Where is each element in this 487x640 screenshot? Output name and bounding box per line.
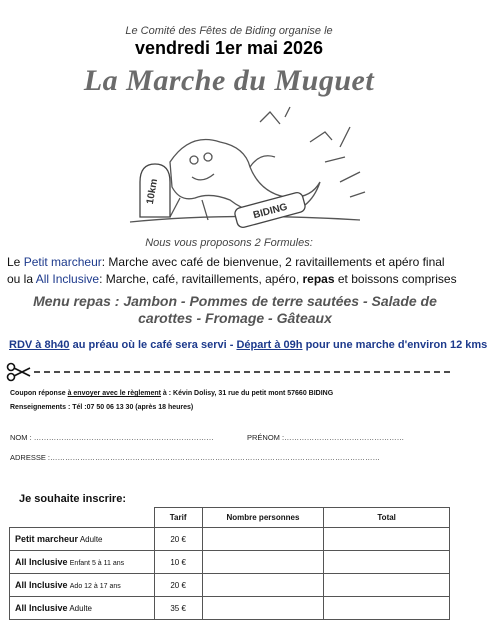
nombre-personnes-cell[interactable] (202, 574, 324, 597)
petit-desc: : Marche avec café de bienvenue, 2 ravitaillements et apéro final (101, 255, 445, 269)
total-cell[interactable] (324, 597, 450, 620)
row-name: All Inclusive (15, 580, 68, 590)
row-sub: Adulte (69, 604, 92, 613)
formules-intro: Nous vous proposons 2 Formules: (145, 237, 313, 249)
nombre-personnes-cell[interactable] (202, 597, 324, 620)
all-desc-repas: repas (302, 272, 335, 286)
row-name: All Inclusive (15, 603, 68, 613)
walker-illustration (110, 102, 370, 234)
prenom-field[interactable]: PRÉNOM :………………………………………… (247, 433, 405, 442)
all-name: All Inclusive (35, 272, 100, 286)
row-name: Petit marcheur (15, 534, 79, 544)
nombre-personnes-cell[interactable] (202, 551, 324, 574)
all-desc-2: et boissons comprises (337, 272, 457, 286)
header-tarif: Tarif (154, 508, 202, 528)
row-price: 35 € (154, 597, 202, 620)
menu-line-2: carottes - Fromage - Gâteaux (138, 310, 332, 326)
row-price: 20 € (154, 528, 202, 551)
coupon-text-3: à : Kévin Dolisy, 31 rue du petit mont 57660 BIDING (162, 390, 334, 397)
all-desc-1: : Marche, café, ravitaillements, apéro, (99, 272, 300, 286)
header-nombre: Nombre personnes (202, 508, 324, 528)
adresse-field[interactable]: ADRESSE :…………………………………………………………………………………………………………………… (10, 453, 381, 462)
row-label (10, 551, 155, 574)
event-title: La Marche du Muguet (83, 64, 375, 97)
rdv-line (9, 339, 487, 351)
nom-field[interactable]: NOM : ……………………………………………………………… (10, 433, 214, 442)
depart-time: Départ à 09h (236, 339, 303, 351)
stone-label: 10km (144, 178, 161, 206)
row-name: All Inclusive (15, 557, 68, 567)
all-prefix: ou la (7, 272, 34, 286)
row-price: 10 € (154, 551, 202, 574)
menu-line-1: Menu repas : Jambon - Pommes de terre sautées - Salade de (33, 293, 437, 309)
table-row (10, 574, 450, 597)
table-header-row (10, 508, 450, 528)
row-sub: Adulte (79, 535, 103, 544)
renseignements: Renseignements : Tél :07 50 06 13 30 (après 18 heures) (10, 404, 194, 411)
total-cell[interactable] (324, 528, 450, 551)
header-blank (10, 508, 155, 528)
table-row (10, 597, 450, 620)
formule-petit-marcheur (7, 255, 445, 270)
coupon-text-1: Coupon réponse (10, 390, 66, 397)
petit-name: Petit marcheur (23, 255, 102, 269)
rdv-time: RDV à 8h40 (9, 339, 70, 351)
row-label (10, 574, 155, 597)
row-price: 20 € (154, 574, 202, 597)
row-sub: Enfant 5 à 11 ans (69, 560, 125, 567)
table-row (10, 528, 450, 551)
petit-prefix: Le (7, 255, 21, 269)
row-label (10, 528, 155, 551)
header-total: Total (324, 508, 450, 528)
tarif-table (9, 507, 450, 620)
coupon-text-2: à envoyer avec le règlement (67, 390, 161, 397)
inscription-heading: Je souhaite inscrire: (19, 493, 126, 505)
row-label (10, 597, 155, 620)
total-cell[interactable] (324, 551, 450, 574)
coupon-line (10, 390, 333, 397)
row-sub: Ado 12 à 17 ans (69, 583, 121, 590)
nombre-personnes-cell[interactable] (202, 528, 324, 551)
cut-line (6, 362, 454, 382)
biding-sign-label: BIDING (252, 201, 289, 222)
table-row (10, 551, 450, 574)
rdv-end: pour une marche d'environ 12 kms (305, 339, 487, 351)
event-date: vendredi 1er mai 2026 (134, 38, 324, 58)
organizer-line: Le Comité des Fêtes de Biding organise le (125, 25, 333, 37)
scissors-icon (8, 364, 31, 381)
rdv-middle: au préau où le café sera servi - (72, 339, 234, 351)
total-cell[interactable] (324, 574, 450, 597)
menu-repas (30, 293, 440, 327)
formule-all-inclusive (7, 272, 457, 287)
